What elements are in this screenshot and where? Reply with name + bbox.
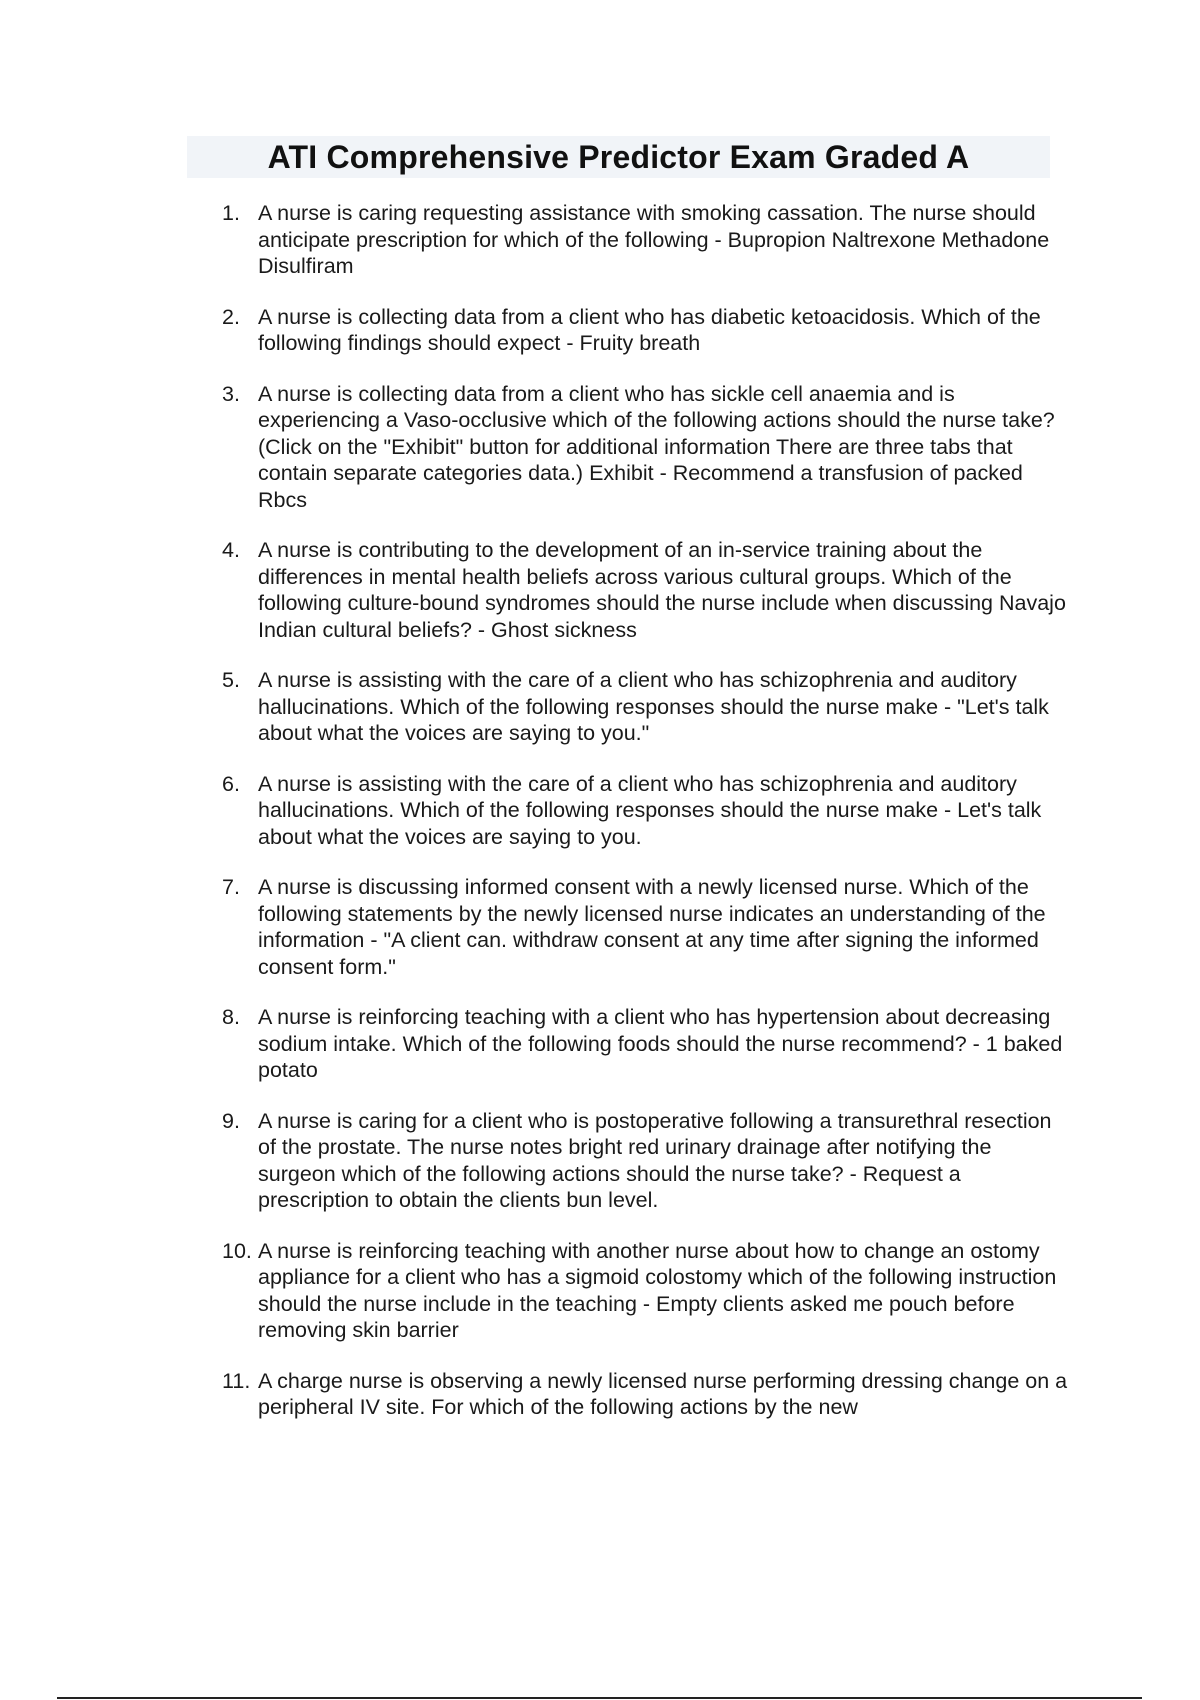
question-text: A nurse is collecting data from a client who has diabetic ketoacidosis. Which of the following findings should expect - Fruity breath (258, 304, 1041, 355)
question-number: 1. (222, 201, 240, 225)
question-number: 2. (222, 304, 240, 329)
question-item (222, 667, 1072, 747)
question-item (222, 304, 1072, 357)
question-text: A nurse is assisting with the care of a client who has schizophrenia and auditory hallucinations. Which of the following responses should the nurse make - "Let's talk about what the voices are saying to you." (258, 668, 1049, 745)
question-text: A nurse is assisting with the care of a client who has schizophrenia and auditory hallucinations. Which of the following responses should the nurse make - Let's talk about what the voices are saying to you. (258, 771, 1042, 849)
question-text: A nurse is reinforcing teaching with a client who has hypertension about decreasing sodium intake. Which of the following foods should the nurse recommend? - 1 baked potato (258, 1005, 1063, 1082)
question-item (222, 1238, 1072, 1344)
question-item (222, 771, 1072, 851)
question-item (222, 537, 1072, 643)
question-text: A nurse is reinforcing teaching with another nurse about how to change an ostomy appliance for a client who has a sigmoid colostomy which of the following instruction should the nurse include in the teaching - Empty clients asked me pouch before removing skin barrier (258, 1238, 1057, 1342)
question-item (222, 381, 1072, 514)
document-title: ATI Comprehensive Predictor Exam Graded A (267, 139, 970, 175)
question-item (222, 1368, 1072, 1421)
question-number: 9. (222, 1108, 240, 1133)
question-number: 10. (222, 1238, 252, 1263)
question-item (222, 200, 1072, 280)
question-number: 4. (222, 538, 240, 562)
question-text: A nurse is collecting data from a client who has sickle cell anaemia and is experiencing a Vaso-occlusive which of the following actions should the nurse take? (Click on the "Exhibit" button for additional information There are three tabs that contain separate categories data.) Exhibit - Recommend a transfusion of packed Rbcs (258, 381, 1055, 512)
question-number: 7. (222, 875, 240, 899)
question-item (222, 874, 1072, 980)
page-bottom-rule (57, 1697, 1142, 1699)
question-number: 8. (222, 1005, 240, 1029)
question-item (222, 1108, 1072, 1214)
question-text: A charge nurse is observing a newly licensed nurse performing dressing change on a peripheral IV site. For which of the following actions by the new (258, 1368, 1068, 1419)
question-number: 5. (222, 668, 240, 692)
question-item (222, 1004, 1072, 1084)
question-text: A nurse is caring for a client who is postoperative following a transurethral resection of the prostate. The nurse notes bright red urinary drainage after notifying the surgeon which of the following actions should the nurse take? - Request a prescription to obtain the clients bun level. (258, 1108, 1052, 1212)
question-list (222, 200, 1072, 1445)
question-number: 6. (222, 771, 240, 796)
question-number: 11. (222, 1368, 251, 1393)
title-banner (187, 136, 1050, 178)
question-text: A nurse is contributing to the development of an in-service training about the differences in mental health beliefs across various cultural groups. Which of the following culture-bound syndromes should the nurse include when discussing Navajo Indian cultural beliefs? - Ghost sickness (258, 538, 1066, 642)
question-text: A nurse is caring requesting assistance with smoking cassation. The nurse should anticipate prescription for which of the following - Bupropion Naltrexone Methadone Disulfiram (258, 201, 1050, 278)
question-text: A nurse is discussing informed consent with a newly licensed nurse. Which of the following statements by the newly licensed nurse indicates an understanding of the information - "A client can. withdraw consent at any time after signing the informed consent form." (258, 875, 1046, 979)
question-number: 3. (222, 381, 240, 406)
